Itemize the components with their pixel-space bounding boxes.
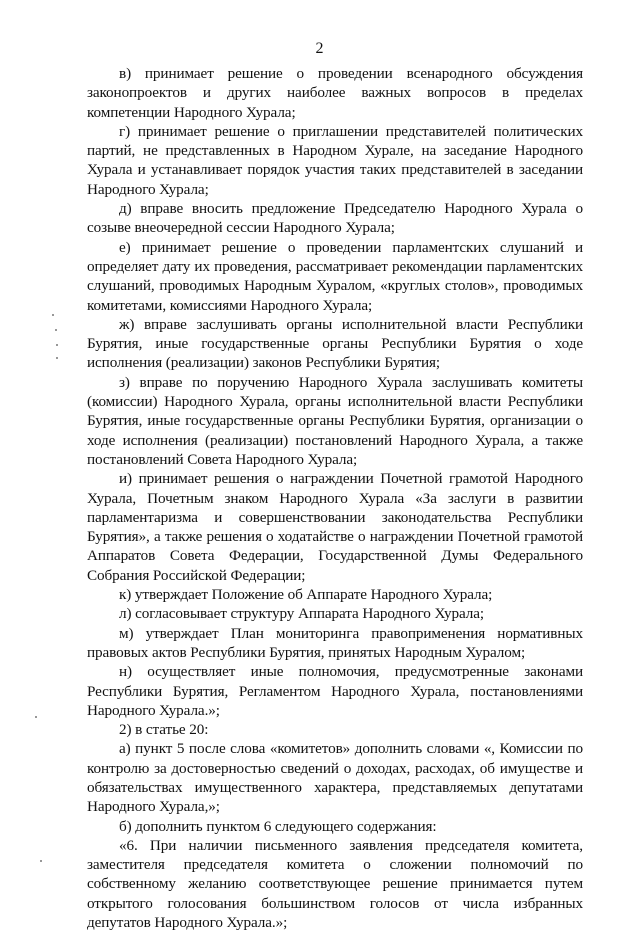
paragraph-item-g: г) принимает решение о приглашении представителей политических партий, не представленных в Народном Хурале, на заседание Народного Хурала и устанавливает порядок участия таких представителей в заседании Народного Хурала; xyxy=(87,122,583,198)
paragraph-item-k: к) утверждает Положение об Аппарате Народного Хурала; xyxy=(119,586,493,604)
paragraph-item-b: б) дополнить пунктом 6 следующего содержания: xyxy=(119,817,437,835)
paragraph-item-l: л) согласовывает структуру Аппарата Народного Хурала; xyxy=(119,605,485,623)
scan-mark xyxy=(35,716,37,718)
paragraph-item-i: и) принимает решения о награждении Почетной грамотой Народного Хурала, Почетным знаком Народного Хурала «За заслуги в развитии парламентаризма и совершенствовании законодательства Республики Бурятия», а также решения о ходатайстве о награждении Почетной грамотой Аппаратов Совета Федерации, Государственной Думы Федерального Собрания Российской Федерации; xyxy=(87,470,583,584)
scan-mark xyxy=(56,357,58,359)
paragraph-item-z: з) вправе по поручению Народного Хурала заслушивать комитеты (комиссии) Народного Хурала, органы исполнительной власти Республики Бурятия, иные государственные органы Республики Бурятия, организации о ходе исполнения (реализации) постановлений Народного Хурала, а также постановлений Совета Народного Хурала; xyxy=(87,373,583,468)
document-body xyxy=(87,64,583,932)
paragraph-item-zh: ж) вправе заслушивать органы исполнительной власти Республики Бурятия, иные государственные органы Республики Бурятия о ходе исполнения (реализации) законов Республики Бурятия; xyxy=(87,315,583,372)
paragraph-item-e: е) принимает решение о проведении парламентских слушаний и определяет дату их проведения, рассматривает рекомендации парламентских слушаний, проводимых Народным Хуралом, «круглых столов», проводимых комитетами, комиссиями Народного Хурала; xyxy=(87,238,583,314)
scan-mark xyxy=(52,314,54,316)
margin-scan-marks xyxy=(0,0,60,905)
paragraph-point-6: «6. При наличии письменного заявления председателя комитета, заместителя председателя комитета о сложении полномочий по собственному желанию соответствующее решение принимается путем открытого голосования большинством голосов от числа избранных депутатов Народного Хурала.»; xyxy=(87,836,583,932)
paragraph-item-a: а) пункт 5 после слова «комитетов» дополнить словами «, Комиссии по контролю за достоверностью сведений о доходах, расходах, об имуществе и обязательствах имущественного характера, представляемых депутатами Народного Хурала,»; xyxy=(87,740,583,816)
page-number: 2 xyxy=(315,40,324,57)
paragraph-article-20: 2) в статье 20: xyxy=(119,721,209,739)
paragraph-item-v: в) принимает решение о проведении всенародного обсуждения законопроектов и других наиболее важных вопросов в пределах компетенции Народного Хурала; xyxy=(87,65,583,121)
paragraph-item-m: м) утверждает План мониторинга правоприменения нормативных правовых актов Республики Бурятия, принятых Народным Хуралом; xyxy=(87,624,583,661)
scan-mark xyxy=(55,329,57,331)
scan-mark xyxy=(40,860,42,862)
paragraph-item-d: д) вправе вносить предложение Председателю Народного Хурала о созыве внеочередной сессии Народного Хурала; xyxy=(87,200,583,237)
paragraph-item-n: н) осуществляет иные полномочия, предусмотренные законами Республики Бурятия, Регламентом Народного Хурала, постановлениями Народного Хурала.»; xyxy=(87,663,583,719)
scan-mark xyxy=(56,344,58,346)
